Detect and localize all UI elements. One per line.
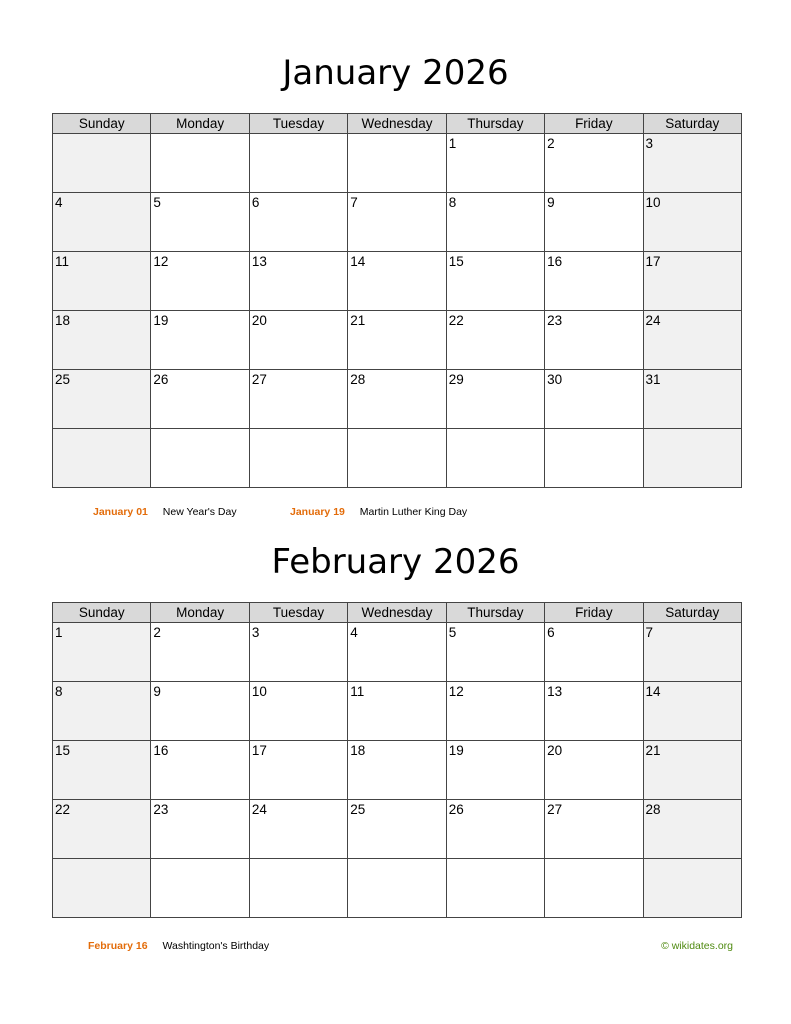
week-row bbox=[53, 193, 742, 252]
day-cell: 8 bbox=[53, 682, 151, 741]
day-cell bbox=[348, 134, 446, 193]
weekday-header-row bbox=[53, 114, 742, 134]
weekday-header: Thursday bbox=[446, 603, 544, 623]
day-cell bbox=[53, 859, 151, 918]
day-cell bbox=[151, 134, 249, 193]
february-title: February 2026 bbox=[271, 542, 520, 582]
holiday-entry bbox=[290, 506, 467, 518]
day-cell: 23 bbox=[545, 311, 643, 370]
holiday-entry bbox=[88, 940, 269, 952]
day-cell bbox=[643, 859, 741, 918]
holiday-date: January 19 bbox=[290, 506, 345, 518]
holiday-entry bbox=[93, 506, 237, 518]
day-cell: 17 bbox=[249, 741, 347, 800]
day-cell: 3 bbox=[643, 134, 741, 193]
holiday-name: New Year's Day bbox=[162, 506, 237, 518]
day-cell: 1 bbox=[446, 134, 544, 193]
day-cell bbox=[151, 429, 249, 488]
day-cell: 24 bbox=[249, 800, 347, 859]
day-cell: 13 bbox=[249, 252, 347, 311]
day-cell: 3 bbox=[249, 623, 347, 682]
weekday-header: Saturday bbox=[643, 603, 741, 623]
day-cell: 21 bbox=[348, 311, 446, 370]
weekday-header: Friday bbox=[545, 114, 643, 134]
weekday-header-row bbox=[53, 603, 742, 623]
day-cell: 11 bbox=[348, 682, 446, 741]
day-cell bbox=[151, 859, 249, 918]
week-row bbox=[53, 623, 742, 682]
day-cell bbox=[53, 134, 151, 193]
day-cell: 19 bbox=[446, 741, 544, 800]
weekday-header: Wednesday bbox=[348, 603, 446, 623]
day-cell: 15 bbox=[53, 741, 151, 800]
weekday-header: Saturday bbox=[643, 114, 741, 134]
day-cell: 28 bbox=[348, 370, 446, 429]
weekday-header: Wednesday bbox=[348, 114, 446, 134]
weekday-header: Sunday bbox=[53, 603, 151, 623]
week-row bbox=[53, 370, 742, 429]
day-cell bbox=[446, 429, 544, 488]
holiday-name: Martin Luther King Day bbox=[359, 506, 468, 518]
day-cell bbox=[643, 429, 741, 488]
day-cell: 1 bbox=[53, 623, 151, 682]
day-cell: 20 bbox=[545, 741, 643, 800]
day-cell: 28 bbox=[643, 800, 741, 859]
week-row bbox=[53, 800, 742, 859]
day-cell: 9 bbox=[151, 682, 249, 741]
weekday-header: Friday bbox=[545, 603, 643, 623]
week-row bbox=[53, 741, 742, 800]
day-cell: 21 bbox=[643, 741, 741, 800]
day-cell: 2 bbox=[151, 623, 249, 682]
day-cell bbox=[249, 429, 347, 488]
day-cell: 8 bbox=[446, 193, 544, 252]
day-cell: 26 bbox=[446, 800, 544, 859]
day-cell: 9 bbox=[545, 193, 643, 252]
day-cell: 5 bbox=[446, 623, 544, 682]
week-row bbox=[53, 859, 742, 918]
february-calendar-grid bbox=[52, 602, 742, 918]
day-cell: 22 bbox=[53, 800, 151, 859]
week-row bbox=[53, 311, 742, 370]
january-calendar-grid bbox=[52, 113, 742, 488]
day-cell: 29 bbox=[446, 370, 544, 429]
day-cell: 11 bbox=[53, 252, 151, 311]
weekday-header: Tuesday bbox=[249, 114, 347, 134]
day-cell: 16 bbox=[545, 252, 643, 311]
weekday-header: Sunday bbox=[53, 114, 151, 134]
day-cell: 14 bbox=[643, 682, 741, 741]
day-cell: 7 bbox=[348, 193, 446, 252]
day-cell: 31 bbox=[643, 370, 741, 429]
day-cell: 17 bbox=[643, 252, 741, 311]
day-cell: 25 bbox=[53, 370, 151, 429]
holiday-date: January 01 bbox=[93, 506, 148, 518]
day-cell: 23 bbox=[151, 800, 249, 859]
day-cell: 6 bbox=[545, 623, 643, 682]
day-cell: 30 bbox=[545, 370, 643, 429]
day-cell bbox=[348, 859, 446, 918]
day-cell: 10 bbox=[643, 193, 741, 252]
day-cell bbox=[446, 859, 544, 918]
day-cell bbox=[545, 859, 643, 918]
holiday-name: Washtington's Birthday bbox=[162, 940, 270, 952]
day-cell: 6 bbox=[249, 193, 347, 252]
weekday-header: Monday bbox=[151, 603, 249, 623]
day-cell bbox=[249, 859, 347, 918]
day-cell bbox=[53, 429, 151, 488]
week-row bbox=[53, 252, 742, 311]
week-row bbox=[53, 429, 742, 488]
day-cell: 18 bbox=[348, 741, 446, 800]
week-row bbox=[53, 134, 742, 193]
day-cell bbox=[249, 134, 347, 193]
day-cell: 15 bbox=[446, 252, 544, 311]
day-cell: 12 bbox=[151, 252, 249, 311]
copyright-credit: © wikidates.org bbox=[661, 940, 733, 952]
holiday-date: February 16 bbox=[88, 940, 148, 952]
day-cell: 4 bbox=[348, 623, 446, 682]
day-cell: 13 bbox=[545, 682, 643, 741]
weekday-header: Monday bbox=[151, 114, 249, 134]
day-cell: 26 bbox=[151, 370, 249, 429]
january-title: January 2026 bbox=[282, 53, 509, 93]
weekday-header: Thursday bbox=[446, 114, 544, 134]
day-cell: 12 bbox=[446, 682, 544, 741]
weekday-header: Tuesday bbox=[249, 603, 347, 623]
day-cell: 4 bbox=[53, 193, 151, 252]
week-row bbox=[53, 682, 742, 741]
day-cell: 10 bbox=[249, 682, 347, 741]
day-cell: 7 bbox=[643, 623, 741, 682]
day-cell: 19 bbox=[151, 311, 249, 370]
day-cell: 25 bbox=[348, 800, 446, 859]
day-cell: 27 bbox=[545, 800, 643, 859]
day-cell: 2 bbox=[545, 134, 643, 193]
day-cell bbox=[348, 429, 446, 488]
day-cell bbox=[545, 429, 643, 488]
day-cell: 20 bbox=[249, 311, 347, 370]
day-cell: 16 bbox=[151, 741, 249, 800]
day-cell: 22 bbox=[446, 311, 544, 370]
day-cell: 24 bbox=[643, 311, 741, 370]
day-cell: 5 bbox=[151, 193, 249, 252]
day-cell: 18 bbox=[53, 311, 151, 370]
day-cell: 27 bbox=[249, 370, 347, 429]
day-cell: 14 bbox=[348, 252, 446, 311]
